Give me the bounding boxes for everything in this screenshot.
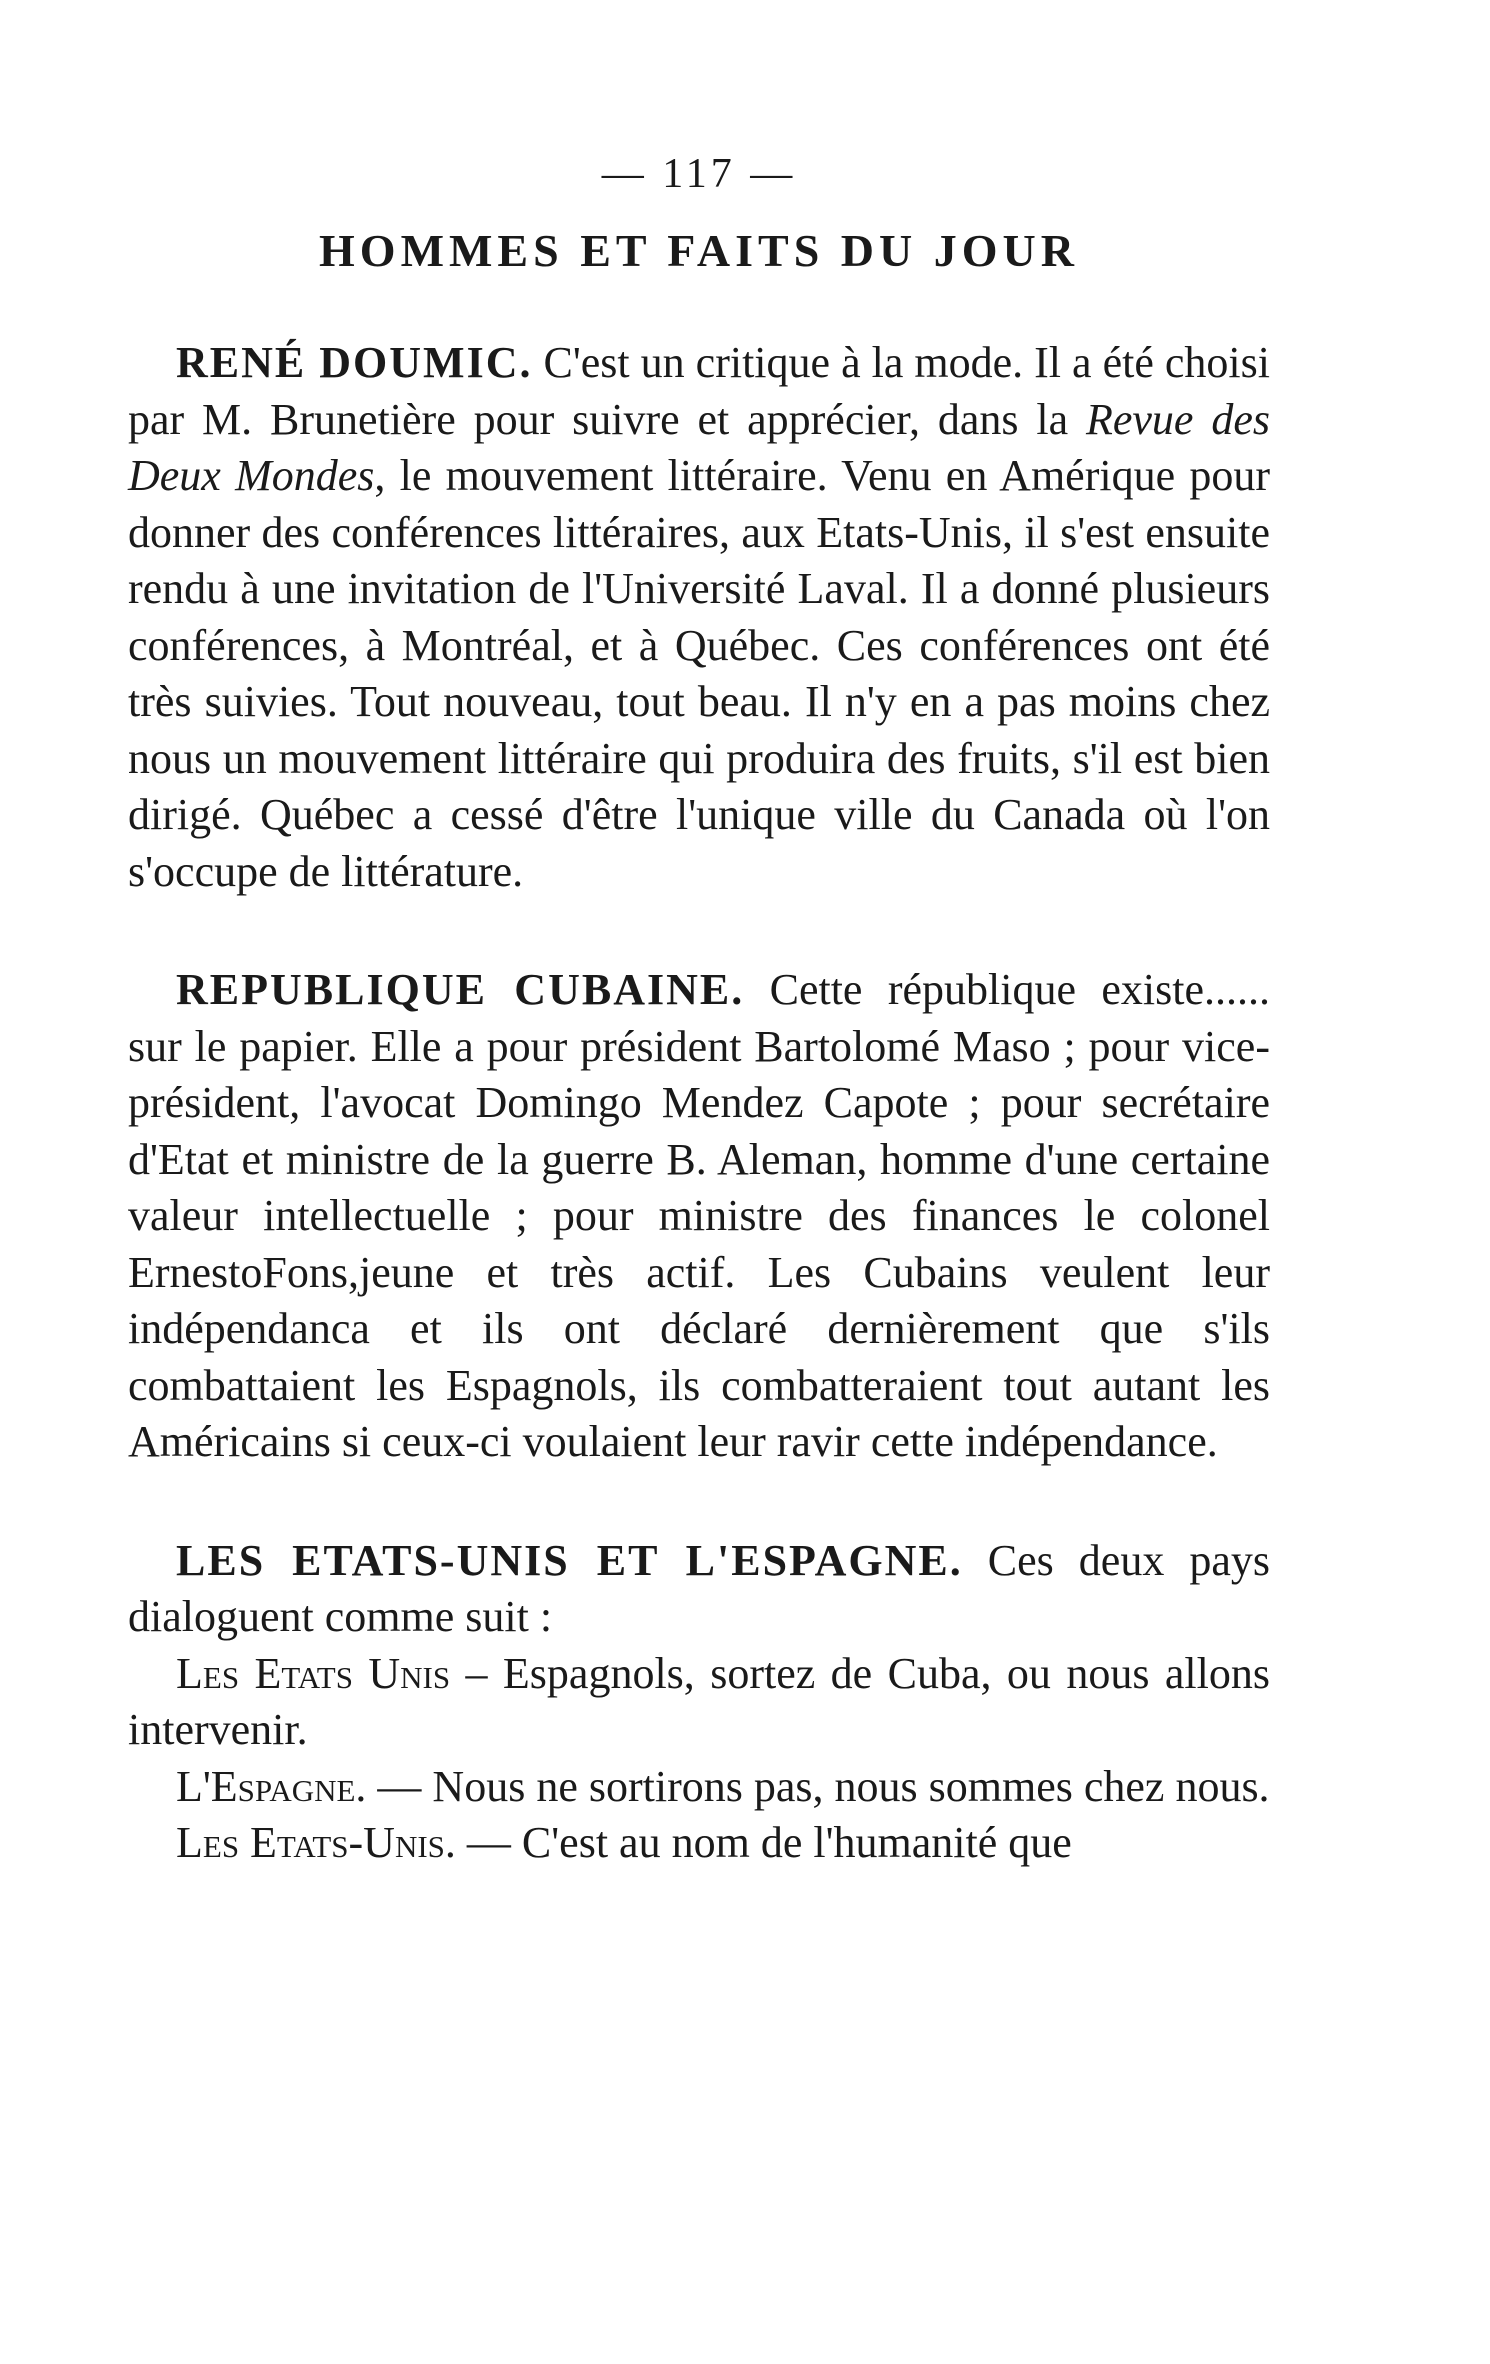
section-text: , le mouvement littéraire. Venu en Amérique pour donner des conférences littéraires, aux Etats-Unis, il s'est ensuite rendu à une invitation de l'Université Laval. Il a donné plusieurs conférences, à Montréal, et à Québec. Ces conférences ont été très suivies. Tout nouveau, tout beau. Il n'y en a pas moins chez nous un mouvement littéraire qui produira des fruits, s'il est bien dirigé. Québec a cessé d'être l'unique ville du Canada où l'on s'occupe de littérature. (128, 451, 1271, 896)
dialogue-speaker: Les Etats Unis (176, 1648, 451, 1698)
page-number: — 117 — (601, 151, 797, 197)
section-lead: LES ETATS-UNIS ET L'ESPAGNE. (176, 1535, 963, 1585)
dialogue-line (128, 1815, 1270, 1872)
dialogue-text: — C'est au nom de l'humanité que (455, 1818, 1072, 1867)
section-gap (128, 1471, 1270, 1533)
dialogue-line (128, 1759, 1270, 1816)
section-rene-doumic (128, 335, 1270, 900)
section-text: Cette république existe...... sur le papier. Elle a pour président Bartolomé Maso ; pour vice-président, l'avocat Domingo Mendez Capote ; pour secrétaire d'Etat et ministre de la guerre B. Aleman, homme d'une certaine valeur intellectuelle ; pour ministre des finances le colonel ErnestoFons,jeune et très actif. Les Cubains veulent leur indépendanca et ils ont déclaré dernièrement que s'ils combattaient les Espagnols, ils combatteraient tout autant les Américains si ceux-ci voulaient leur ravir cette indépendance. (128, 965, 1270, 1466)
book-page (128, 150, 1270, 1872)
dialogue-text: — Nous ne sortirons pas, nous sommes chez nous. (366, 1761, 1270, 1811)
section-gap (128, 900, 1270, 962)
section-republique-cubaine (128, 962, 1270, 1471)
journal-title: Revue des Deux Mondes (128, 394, 1270, 500)
section-text: Ces deux pays dialoguent comme suit : (128, 1535, 1270, 1641)
dialogue-line (128, 1646, 1270, 1759)
section-etats-unis-espagne (128, 1533, 1270, 1646)
dialogue-speaker: L'Espagne. (176, 1761, 367, 1811)
dialogue-text: – Espagnols, sortez de Cuba, ou nous allons intervenir. (128, 1648, 1270, 1754)
dialogue-speaker: Les Etats-Unis. (176, 1818, 456, 1867)
section-lead: RENÉ DOUMIC. (176, 338, 533, 387)
section-lead: REPUBLIQUE CUBAINE. (176, 965, 745, 1014)
page-heading: HOMMES ET FAITS DU JOUR (319, 225, 1079, 276)
section-text: C'est un critique à la mode. Il a été choisi par M. Brunetière pour suivre et apprécier, dans la (128, 338, 1270, 444)
